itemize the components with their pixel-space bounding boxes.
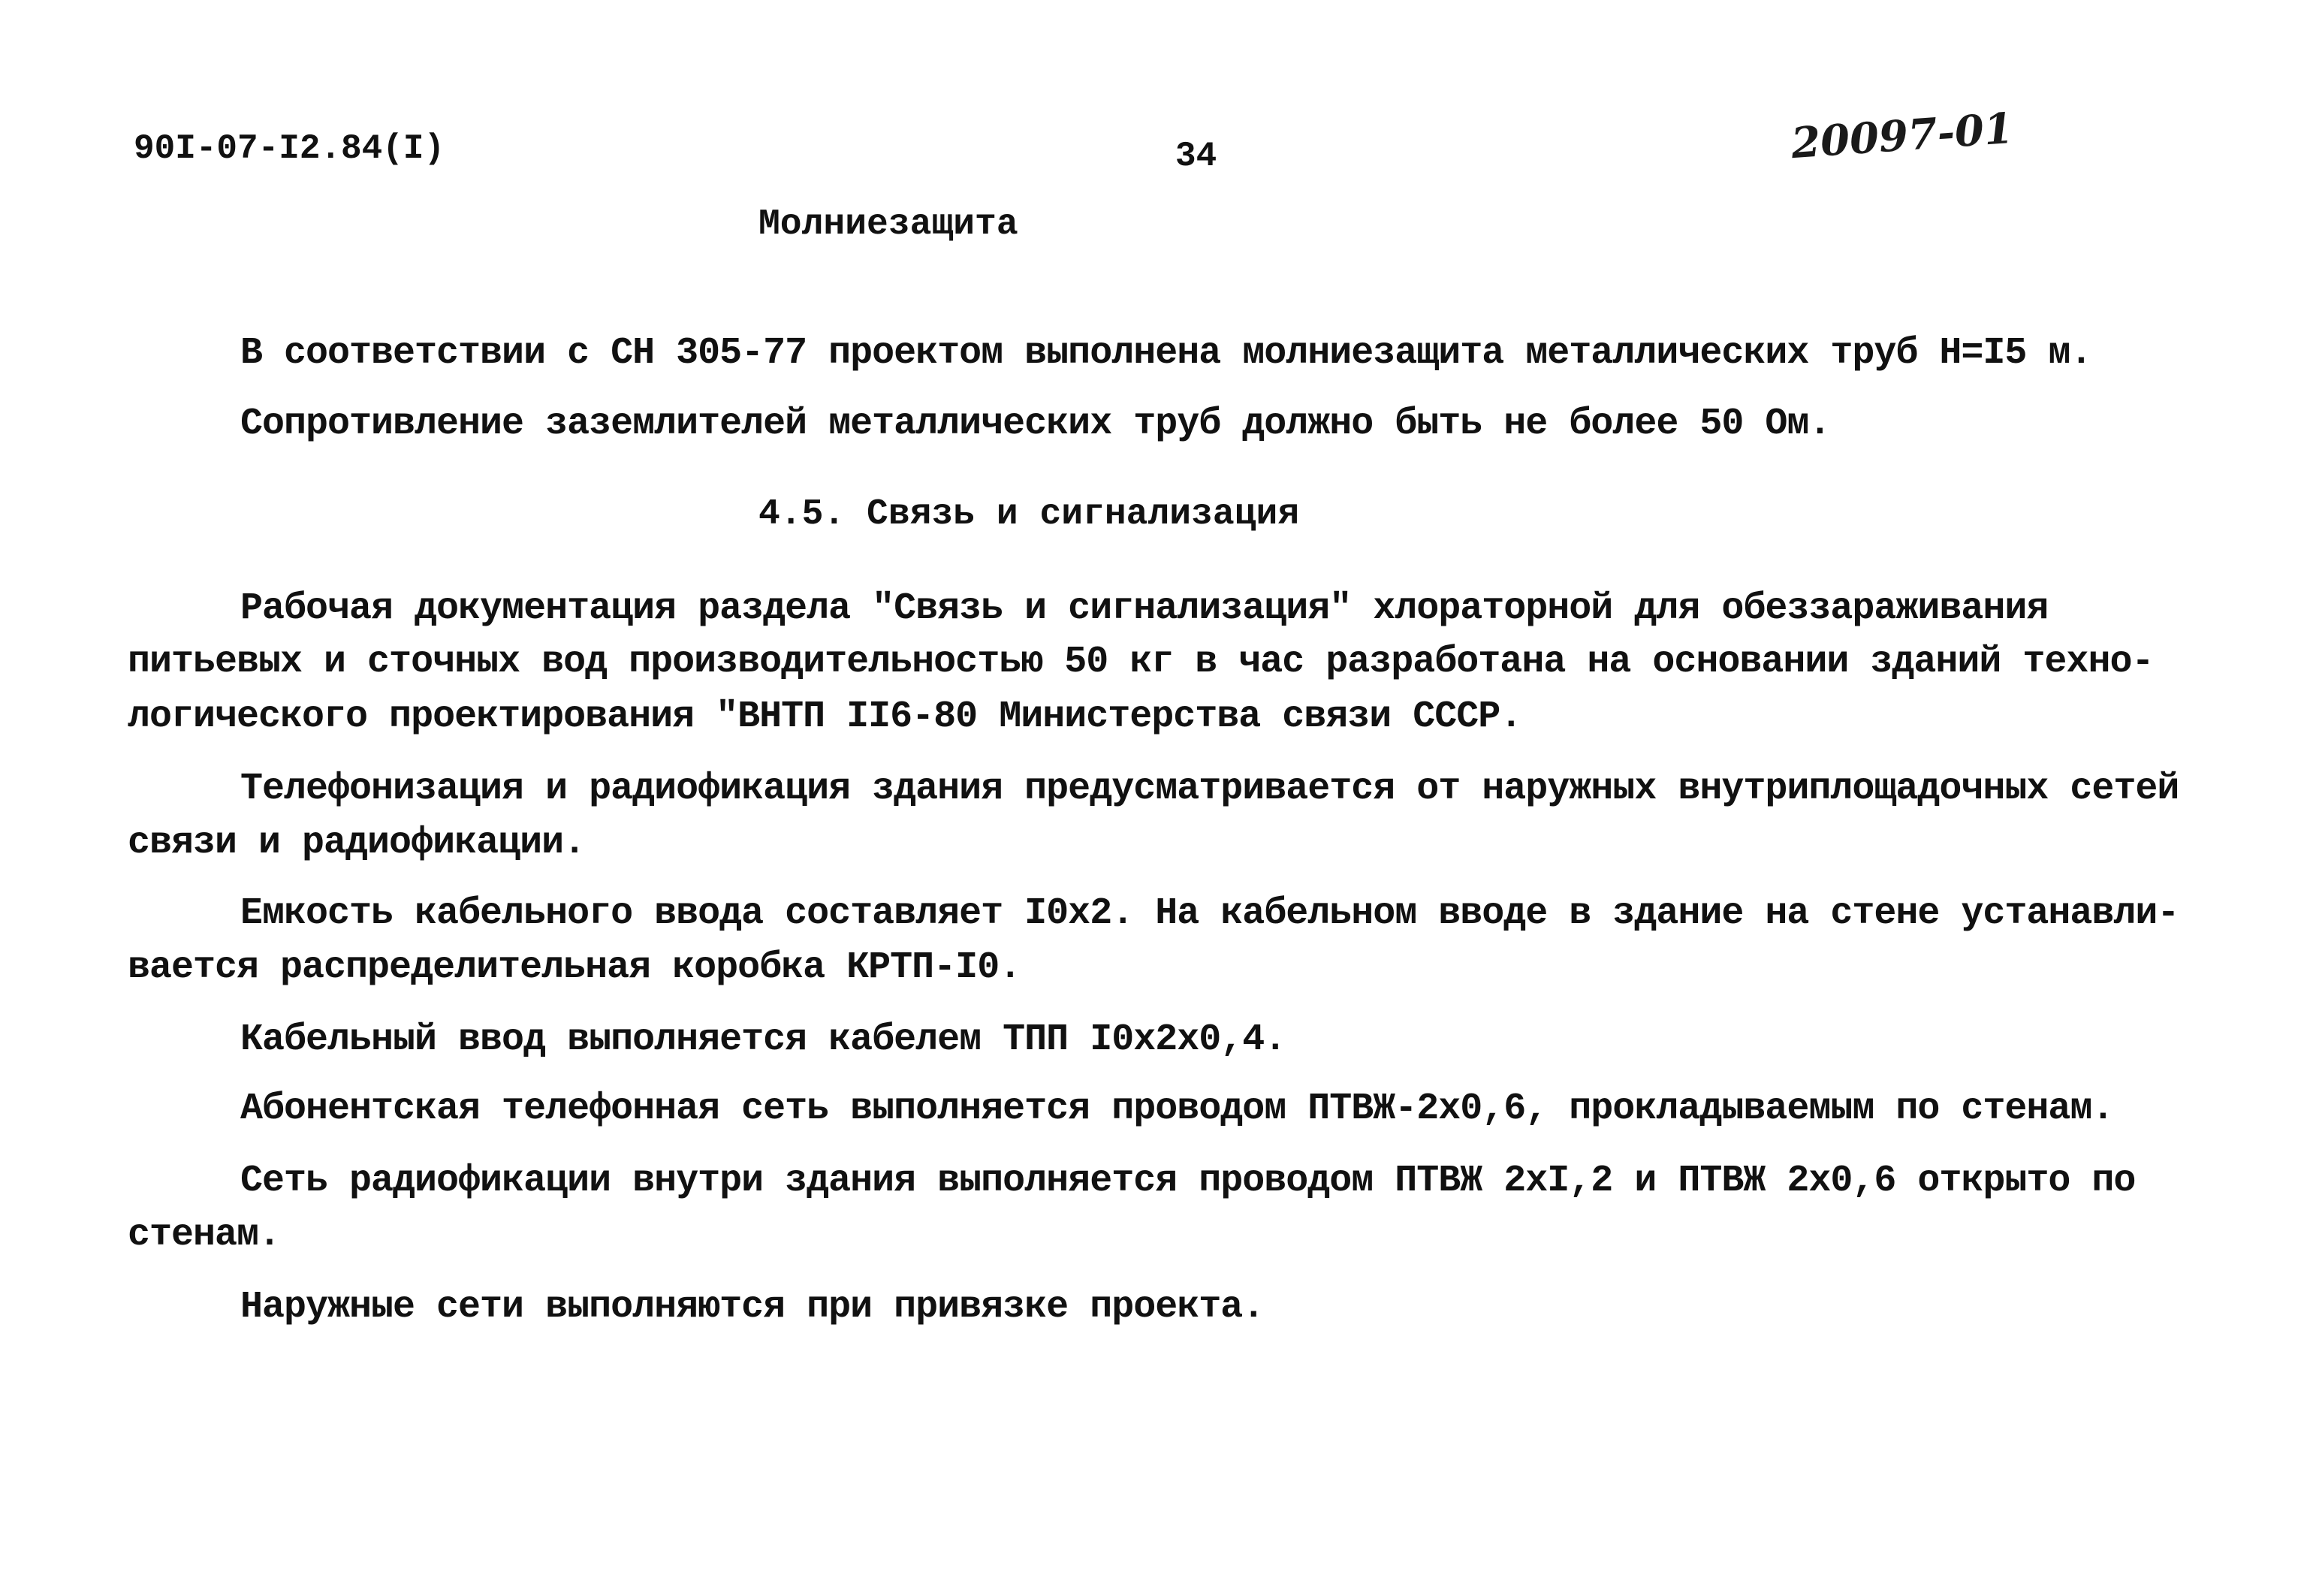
- comms-paragraph-7: Наружные сети выполняются при привязке проекта.: [240, 1286, 1265, 1329]
- comms-paragraph-1-line-3: логического проектирования "ВНТП II6-80 Министерства связи СССР.: [128, 695, 1522, 738]
- lightning-line-2: Сопротивление заземлителей металлических труб должно быть не более 50 Ом.: [240, 403, 1831, 445]
- section-title-lightning: Молниезащита: [758, 204, 1018, 245]
- comms-paragraph-6-line-1: Сеть радиофикации внутри здания выполняется проводом ПТВЖ 2хI,2 и ПТВЖ 2х0,6 открыто по: [240, 1160, 2136, 1202]
- comms-paragraph-1-line-2: питьевых и сточных вод производительностью 50 кг в час разработана на основании зданий техно-: [128, 641, 2154, 683]
- comms-paragraph-1-line-1: Рабочая документация раздела "Связь и сигнализация" хлораторной для обеззараживания: [240, 587, 2049, 630]
- document-code: 90I-07-I2.84(I): [134, 129, 445, 168]
- lightning-line-1: В соответствии с СН 305-77 проектом выполнена молниезащита металлических труб Н=I5 м.: [240, 332, 2092, 375]
- comms-paragraph-5: Абонентская телефонная сеть выполняется проводом ПТВЖ-2х0,6, прокладываемым по стенам.: [240, 1088, 2114, 1130]
- comms-paragraph-3-line-2: вается распределительная коробка КРТП-I0.: [128, 946, 1021, 989]
- comms-paragraph-3-line-1: Емкость кабельного ввода составляет I0х2. На кабельном вводе в здание на стене устанавли-: [240, 892, 2179, 935]
- page-number: 34: [1175, 137, 1217, 176]
- comms-paragraph-2-line-2: связи и радиофикации.: [128, 822, 586, 864]
- comms-paragraph-4: Кабельный ввод выполняется кабелем ТПП I0х2х0,4.: [240, 1018, 1286, 1061]
- section-title-comms: 4.5. Связь и сигнализация: [758, 494, 1300, 535]
- comms-paragraph-2-line-1: Телефонизация и радиофикация здания предусматривается от наружных внутриплощадочных сетей: [240, 768, 2179, 810]
- inventory-number: 20097-01: [1790, 103, 2015, 169]
- comms-paragraph-6-line-2: стенам.: [128, 1214, 281, 1257]
